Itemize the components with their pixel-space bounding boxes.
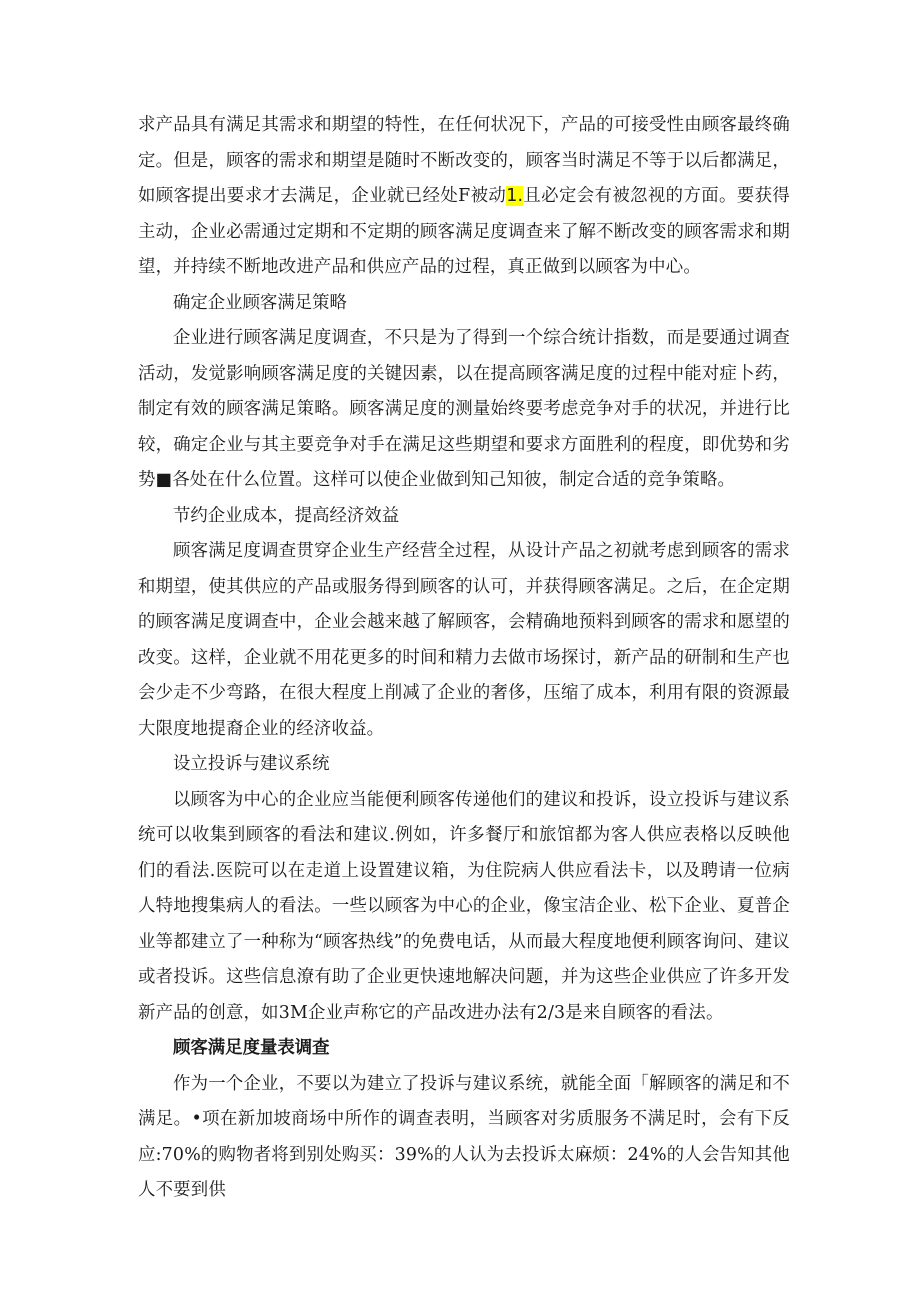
paragraph-text-part-a: 求产品具有满足其需求和期望的特性，在任何状况下，产品的可接受性由顾客最终确定。但是，顾客的需求和期望是随时不断改变的，顾客当时满足不等于以后都满足，如顾客提出要求才去满足，企业就已经处F被动 [138,115,790,206]
paragraph-survey: 作为一个企业，不要以为建立了投诉与建议系统，就能全面「解顾客的满足和不满足。•项在新加坡商场中所作的调查表明，当顾客对劣质服务不满足时，会有下反应:70%的购物者将到别处购买：39%的人认为去投诉太麻烦：24%的人会告知其他人不要到供 [138,1073,790,1200]
section-heading-cost: 节约企业成本，提高经济效益 [173,505,400,526]
paragraph-complaints: 以顾客为中心的企业应当能便利顾客传递他们的建议和投诉，设立投诉与建议系统可以收集到顾客的看法和建议.例如，许多餐厅和旅馆都为客人供应表格以反映他们的看法.医院可以在走道上设置建议箱，为住院病人供应看法卡，以及聘请一位病人特地搜集病人的看法。一些以顾客为中心的企业，像宝洁企业、松下企业、夏普企业等都建立了一种称为“顾客热线”的免费电话，从而最大程度地便利顾客询问、建议或者投诉。这些信息潦有助了企业更快速地解决问题，并为这些企业供应了许多开发新产品的创意，如3M企业声称它的产品改进办法有2/3是来自顾客的看法。 [138,789,790,1023]
section-heading-complaints: 设立投诉与建议系统 [173,754,330,774]
paragraph-cost: 顾客满足度调查贯穿企业生产经营全过程，从设计产品之初就考虑到顾客的需求和期望，使其供应的产品或服务得到顾客的认可，并获得顾客满足。之后，在企定期的顾客满足度调查中，企业会越来越了解顾客，会精确地预料到顾客的需求和愿望的改变。这样，企业就不用花更多的时间和精力去做市场探讨，新产品的研制和生产也会少走不少弯路，在很大程度上削减了企业的奢侈，压缩了成本，利用有限的资源最大限度地提裔企业的经济收益。 [138,541,790,739]
section-heading-strategy: 确定企业顾客满足策略 [173,292,347,313]
paragraph-strategy: 企业进行顾客满足度调查，不只是为了得到一个综合统计指数，而是要通过调查活动，发觉影响顾客满足度的关键因素，以在提高顾客满足度的过程中能对症卜药，制定有效的顾客满足策略。顾客满足度的测量始终要考虑竞争对手的状况，并进行比较，确定企业与其主要竞争对手在满足这些期望和要求方面胜利的程度，即优势和劣势■各处在什么位置。这样可以使企业做到知己知彼，制定合适的竞争策略。 [138,328,790,490]
paragraph-text-part-b: 且必定会有被忽视的方面。要获得主动，企业必需通过定期和不定期的顾客满足度调查来了解不断改变的顾客需求和期望，并持续不断地改进产品和供应产品的过程，真正做到以顾客为中心。 [138,186,790,277]
paragraph-customer-needs [138,108,790,286]
highlighted-marker: 1. [506,186,524,206]
section-heading-survey: 顾客满足度量表调查 [173,1038,330,1058]
document-page [138,108,790,1209]
